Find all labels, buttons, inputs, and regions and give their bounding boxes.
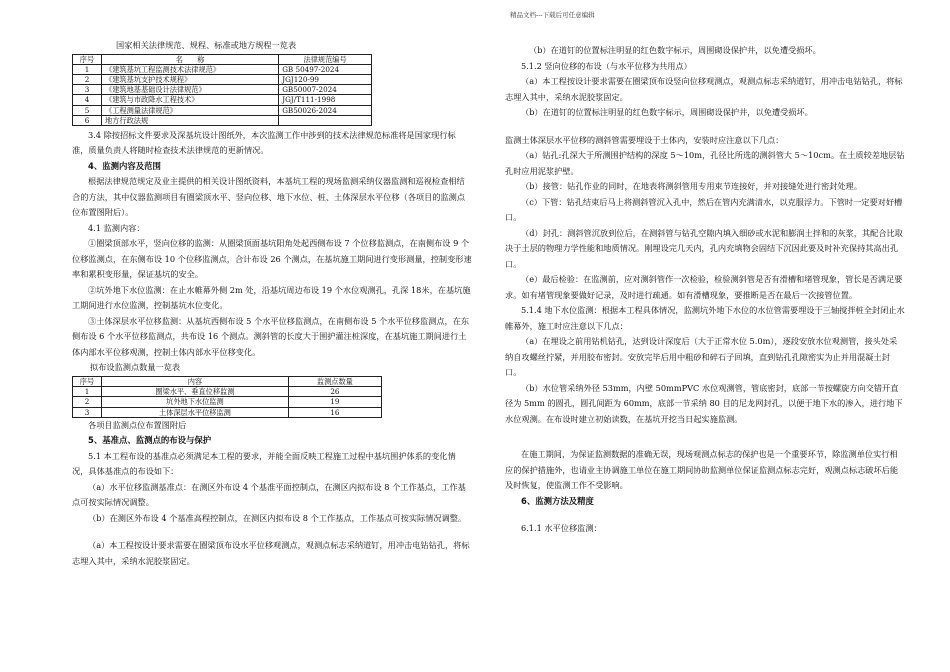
table-header-cell: 法律规范编号: [279, 54, 372, 64]
table-cell: GB50026-2024: [279, 105, 372, 115]
paragraph-r12: （a）在埋设之前用钻机钻孔，达到设计深度后（大于正常水位 5.0m），逐段安放水位观测管，接头处采纳自攻螺丝拧紧，并用胶布密封。安放完毕后用中粗砂和碎石子回填，直到钻孔孔隙密实为止并用混凝土封口。: [505, 336, 898, 377]
table-header-cell: 内容: [102, 376, 289, 386]
table-cell: JGJ/T111-1998: [279, 95, 372, 105]
regulations-table-caption: 国家相关法律规范、规程、标准或地方规程一览表: [116, 40, 297, 50]
table-header-row: [73, 376, 382, 386]
paragraph-r9: （d）封孔：测斜管沉放到位后，在测斜管与钻孔空隙内填入细砂或水泥和膨润土拌和的灰浆，其配合比取决于土层的物理力学性能和地质情况。刚埋设完几天内，孔内充填物会固结下沉因此要及时补充保持其高出孔口。: [505, 227, 903, 269]
table-row: [73, 74, 372, 84]
table-cell: 1: [73, 64, 102, 74]
paragraph-r10: （e）最后检验：在监测前，应对测斜管作一次检验，检验测斜管是否有滑槽和堵管现象，管长是否满足要求。如有堵管现象要做好记录，及时进行疏通。如有滑槽现象，要推断是否在最后一次接管位置。: [505, 274, 903, 300]
page-header: 精品文档---下载后可任意编辑: [510, 11, 595, 19]
paragraph-4-1: 4.1 监测内容：: [88, 222, 145, 233]
table-cell: 3: [73, 85, 102, 95]
section-4-heading: 4、监测内容及范围: [88, 160, 161, 171]
paragraph-r4: （b）在道钉的位置标注明显的红色数字标示，周围砌设保护井，以免遭受损坏。: [521, 107, 813, 117]
table-header-cell: 监测点数量: [288, 376, 381, 386]
table-cell: 《工程测量法律规范》: [102, 105, 279, 115]
paragraph-3-4: 3.4 除按招标文件要求及深基坑设计图纸外，本次监测工作中涉到的技术法律规范标准将是国家现行标准，质量负责人将随时检查技术法律规范的更新情况。: [72, 129, 456, 156]
paragraph-5-1-b: （b）在测区外布设 4 个基准高程控制点，在测区内拟布设 8 个工作基点，工作基点可按实际情况调整。: [88, 512, 467, 523]
table-cell: 地方行政法规: [102, 115, 279, 125]
table-cell: 5: [73, 105, 102, 115]
left-column: [72, 38, 472, 569]
table-cell: [279, 115, 372, 125]
table-row: [73, 64, 372, 74]
table-cell: 《建筑基坑工程监测技术法律规范》: [102, 64, 279, 74]
table-cell: 26: [288, 387, 381, 397]
section-5-heading: 5、基准点、监测点的布设与保护: [88, 435, 212, 446]
table-row: [73, 105, 372, 115]
paragraph-r6: （a）钻孔:孔深大于所测围护结构的深度 5～10m，孔径比所选的测斜管大 5～10cm。在土质较差地层钻孔时应用泥浆护壁。: [505, 150, 905, 176]
table-cell: 6: [73, 115, 102, 125]
table-cell: GB50007-2024: [279, 85, 372, 95]
table-header-cell: 序号: [73, 54, 102, 64]
paragraph-4-1-c: ③土体深层水平位移监测：从基坑西侧布设 5 个水平位移监测点，在南侧布设 5 个水平位移监测点，在东侧布设 6 个水平位移监测点，共布设 16 个测点。测斜管的长度大于围护灌注桩深度，在基坑施工期间进行土体内部水平位移观测，控制土体内部水平位移变化。: [72, 315, 470, 357]
paragraph-r14: 在施工期间，为保证监测数据的准确无误，现场观测点标志的保护也是一个重要环节，除监测单位实行相应的保护措施外，也请业主协调施工单位在施工期间协助监测单位保证监测点标志完好，观测点标志破坏后能及时恢复，使监测工作不受影响。: [505, 449, 899, 490]
table-cell: 《建筑与市政降水工程技术》: [102, 95, 279, 105]
table-header-cell: 名 称: [102, 54, 279, 64]
table-cell: 2: [73, 74, 102, 84]
paragraph-r15: 6.1.1 水平位移监测：: [521, 523, 602, 533]
regulations-table: [72, 54, 372, 126]
table-row: [73, 115, 372, 125]
table-row: [73, 397, 382, 407]
points-table-note: 各项目监测点位布置图附后: [88, 419, 187, 430]
table-cell: 3: [73, 407, 102, 417]
table-cell: JGJ120-99: [279, 74, 372, 84]
table-header-cell: 序号: [73, 376, 102, 386]
paragraph-r5: 监测土体深层水平位移的测斜管需要埋设于土体内，安装时应注意以下几点：: [505, 134, 784, 145]
table-cell: GB 50497-2024: [279, 64, 372, 74]
table-cell: 2: [73, 397, 102, 407]
paragraph-5-1-a: （a）水平位移监测基准点：在测区外布设 4 个基准平面控制点，在测区内拟布设 8 个工作基点，工作基点可按实际情况调整。: [72, 481, 466, 508]
points-table-caption: 拟布设监测点数量一览表: [90, 362, 181, 373]
paragraph-5-1: 5.1 本工程布设的基准点必须满足本工程的要求，并能全面反映工程施工过程中基坑围护体系的变化情况，具体基准点的布设如下：: [72, 450, 456, 477]
paragraph-r13: （b）水位管采纳外径 53mm，内壁 50mmPVC 水位观测管，管底密封，底部一节按螺旋方向交错开直径为 5mm 的圆孔，圆孔间距为 60mm，底部一节采纳 80 目的尼龙网封孔，以便于地下水的渗入，进行地下水位观测。在布设时建立初始读数，在基坑开挖当日起实施监测。: [505, 382, 903, 424]
paragraph-5-1-c: （a）本工程按设计要求需要在圈梁顶布设水平位移观测点，观测点标志采纳道钉，用冲击电钻钻孔，将标志埋入其中，采纳水泥胶浆固定。: [72, 540, 470, 566]
paragraph-4: 根据法律规范规定及业主提供的相关设计图纸资料，本基坑工程的现场监测采纳仪器监测和巡视检查相结合的方法，其中仪器监测项目有圈梁顶水平、竖向位移、地下水位、桩、土体深层水平位移（各项目的监测点位布置图附后）。: [72, 176, 466, 218]
table-row: [73, 387, 382, 397]
table-cell: 4: [73, 95, 102, 105]
paragraph-r3: （a）本工程按设计要求需要在圈梁顶布设竖向位移观测点，观测点标志采纳道钉，用冲击电钻钻孔，将标志埋入其中，采纳水泥胶浆固定。: [505, 76, 903, 102]
table-row: [73, 95, 372, 105]
points-table: [72, 376, 382, 418]
paragraph-4-1-a: ①圈梁顶部水平，竖向位移的监测：从圈梁顶面基坑阳角处起西侧布设 7 个位移监测点，在南侧布设 9 个位移监测点，在东侧布设 10 个位移监测点，合计布设 26 个测点，在基坑施工期间进行变形测量，控制变形速率和累积变形量，保证基坑的安全。: [72, 238, 472, 280]
table-cell: 16: [288, 407, 381, 417]
paragraph-r11: 5.1.4 地下水位监测：根据本工程具体情况，监测坑外地下水位的水位管需要埋设于三轴搅拌桩全封闭止水帷幕外，施工时应注意以下几点：: [505, 305, 905, 331]
paragraph-r7: （b）接管：钻孔作业的同时，在地表将测斜管用专用束节连接好，并对接缝处进行密封处理。: [521, 181, 862, 191]
table-cell: 19: [288, 397, 381, 407]
table-cell: 土体深层水平位移监测: [102, 407, 289, 417]
table-row: [73, 85, 372, 95]
paragraph-r8: （c）下管：钻孔结束后马上将测斜管沉入孔中，然后在管内充满清水，以克服浮力。下管时一定要对好槽口。: [505, 196, 903, 222]
table-cell: 1: [73, 387, 102, 397]
section-6-heading: 6、监测方法及精度: [521, 495, 594, 506]
table-cell: 《建筑基坑支护技术规程》: [102, 74, 279, 84]
table-cell: 《建筑地基基础设计法律规范》: [102, 85, 279, 95]
table-cell: 圈梁水平、垂直位移监测: [102, 387, 289, 397]
table-cell: 坑外地下水位监测: [102, 397, 289, 407]
right-column: [505, 43, 905, 537]
paragraph-r1: （b）在道钉的位置标注明显的红色数字标示，周围砌设保护井，以免遭受损坏。: [529, 45, 821, 55]
paragraph-r2: 5.1.2 竖向位移的布设（与水平位移为共用点）: [521, 60, 692, 71]
paragraph-4-1-b: ②坑外地下水位监测：在止水帷幕外侧 2m 处，沿基坑周边布设 19 个水位观测孔，孔深 18米，在基坑施工期间进行水位监测，控制基坑水位变化。: [72, 284, 471, 311]
table-row: [73, 407, 382, 417]
table-header-row: [73, 54, 372, 64]
